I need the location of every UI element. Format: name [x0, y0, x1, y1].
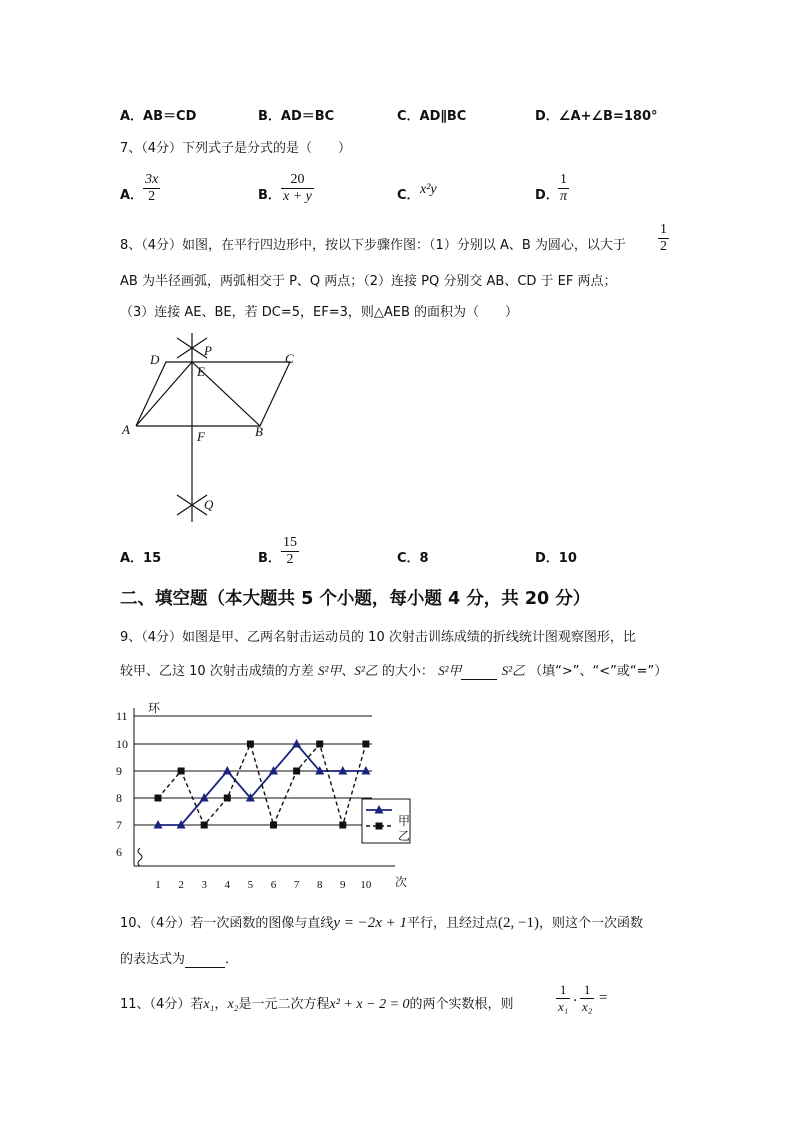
shooting-score-line-chart	[110, 698, 420, 898]
point-yi-4	[224, 795, 231, 802]
answer-blank	[185, 952, 225, 968]
q8-option-b-label: B．	[258, 551, 281, 566]
fraction-numerator: 20	[290, 172, 305, 187]
fraction-denominator: 2	[660, 239, 667, 254]
q7-option-b-fraction	[281, 172, 314, 205]
segment-ae	[136, 362, 192, 426]
y-tick-label-8: 8	[116, 791, 122, 805]
fraction-numerator: 3x	[145, 172, 159, 187]
q6-option-b: B．AD＝BC	[258, 109, 335, 124]
fraction-denominator: 2	[143, 188, 160, 205]
point-yi-8	[316, 741, 323, 748]
q8-line-1: 8、（4分）如图，在平行四边形中，按以下步骤作图：（1）分别以 A、B 为圆心，以大于	[120, 238, 626, 253]
point-coordinates: (2, −1)	[498, 915, 539, 931]
label-p: P	[204, 343, 212, 358]
y-tick-label-9: 9	[116, 764, 122, 778]
q11-text-middle: 是一元二次方程	[238, 997, 330, 1012]
q9-line-1: 9、（4分）如图是甲、乙两名射击运动员的 10 次射击训练成绩的折线统计图观察图形，比	[120, 630, 636, 645]
q7-option-b-label: B．	[258, 188, 281, 203]
equals-sign: =	[599, 990, 608, 1006]
y-axis-label: 环	[148, 701, 161, 715]
q10-text-end: ，则这个一次函数	[538, 916, 643, 931]
q9-line-2-end: （填“>”、“<”或“=”）	[529, 664, 668, 679]
y-tick-label-6: 6	[116, 845, 122, 859]
q8-line-2: AB 为半径画弧，两弧相交于 P、Q 两点；（2）连接 PQ 分别交 AB、CD 于 EF 两点；	[120, 274, 617, 289]
legend-label-jia: 甲	[398, 814, 411, 828]
x-tick-label-9: 9	[340, 879, 346, 891]
parallelogram-outline	[136, 362, 290, 426]
q8-option-d: D．10	[535, 551, 577, 566]
label-b: B	[255, 424, 263, 439]
q10-line-2	[120, 948, 238, 968]
label-f: F	[197, 429, 205, 444]
fraction-denominator: 2	[281, 551, 299, 568]
label-e: E	[197, 364, 205, 379]
q6-option-c: C．AD∥BC	[397, 109, 467, 124]
variance-yi-2: S²乙	[501, 663, 526, 678]
point-yi-10	[362, 741, 369, 748]
q11-separator: ，	[214, 997, 228, 1012]
fraction-denominator: π	[560, 189, 568, 204]
q9-line-2-start: 较甲、乙这 10 次射击成绩的方差	[120, 664, 314, 679]
fraction-numerator: 15	[283, 535, 297, 550]
q7-option-c-expression: x²y	[420, 182, 437, 197]
answer-blank	[461, 664, 497, 680]
fraction-denominator: x₁	[558, 999, 569, 1014]
q9-line-2: 较甲、乙这 10 次射击成绩的方差 S²甲、S²乙 的大小： S²甲 S²乙 （填“>”、“<”或“=”）	[120, 663, 668, 679]
x-axis-label: 次	[395, 875, 408, 889]
x-tick-label-6: 6	[270, 879, 277, 891]
point-yi-6	[270, 822, 277, 829]
legend-label-yi: 乙	[398, 829, 411, 843]
q10-line-1	[120, 912, 643, 932]
q11-text-start: 11、（4分）若	[120, 997, 204, 1012]
x-tick-label-7: 7	[293, 879, 300, 891]
q9-line-2-middle: 的大小：	[381, 664, 434, 679]
quadratic-equation: x² + x − 2 = 0	[329, 997, 410, 1012]
label-c: C	[285, 351, 294, 366]
point-yi-9	[339, 822, 346, 829]
q8-line-3: （3）连接 AE、BE，若 DC=5，EF=3，则△AEB 的面积为（ ）	[120, 305, 519, 320]
fraction-numerator: 1	[560, 172, 567, 187]
point-yi-7	[293, 768, 300, 775]
q8-option-c: C．8	[397, 551, 429, 566]
series-line-jia	[158, 744, 366, 825]
label-a: A	[122, 422, 130, 437]
x-tick-label-1: 1	[155, 879, 161, 891]
point-yi-5	[247, 741, 254, 748]
root-x1: x₁	[203, 997, 215, 1012]
y-tick-label-10: 10	[116, 737, 128, 751]
q10-line-2-end: ．	[225, 952, 239, 967]
point-yi-2	[178, 768, 185, 775]
section-heading: 二、填空题（本大题共 5 个小题，每小题 4 分，共 20 分）	[120, 589, 591, 609]
y-tick-label-7: 7	[116, 818, 122, 832]
multiply-dot: ·	[573, 993, 578, 1009]
q7-option-c-label: C．	[397, 188, 420, 203]
q6-option-d: D．∠A+∠B=180°	[535, 109, 658, 124]
point-yi-3	[201, 822, 208, 829]
fraction-one-over-x2	[580, 982, 594, 1015]
q7-option-a-label: A．	[120, 188, 144, 203]
q8-half-fraction	[658, 222, 669, 255]
point-yi-1	[155, 795, 162, 802]
line-equation: y = −2x + 1	[333, 915, 408, 931]
fraction-one-over-x1	[556, 982, 570, 1015]
fraction-numerator: 1	[660, 222, 667, 237]
q10-text-middle: 平行，且经过点	[407, 916, 499, 931]
q11-line	[120, 993, 514, 1013]
x-tick-label-10: 10	[360, 879, 372, 891]
label-q: Q	[204, 497, 214, 512]
fraction-denominator: x + y	[283, 189, 312, 204]
q10-text-start: 10、（4分）若一次函数的图像与直线	[120, 916, 334, 931]
q10-line-2-text: 的表达式为	[120, 952, 186, 967]
x-tick-label-2: 2	[178, 879, 184, 891]
point-jia-7	[292, 739, 301, 748]
q7-stem: 7、（4分）下列式子是分式的是（ ）	[120, 141, 352, 156]
legend-marker-yi	[376, 823, 383, 830]
y-tick-label-11: 11	[116, 709, 128, 723]
x-tick-label-5: 5	[247, 879, 254, 891]
x-tick-label-4: 4	[224, 879, 231, 891]
q7-option-d-label: D．	[535, 188, 559, 203]
q8-option-a: A．15	[120, 551, 162, 566]
fraction-denominator: x₂	[582, 999, 593, 1014]
q7-option-a-fraction	[143, 172, 160, 205]
parallelogram-figure	[110, 325, 320, 530]
label-d: D	[150, 352, 160, 367]
fraction-numerator: 1	[583, 982, 591, 997]
q6-option-a: A．AB＝CD	[120, 109, 197, 124]
variance-jia: S²甲	[317, 663, 342, 678]
fraction-numerator: 1	[559, 982, 567, 997]
variance-jia-2: S²甲	[438, 663, 462, 678]
axis-break-mark	[138, 848, 142, 866]
q11-text-end: 的两个实数根，则	[409, 997, 514, 1012]
x-tick-label-8: 8	[316, 879, 323, 891]
q8-option-b-fraction	[281, 535, 299, 568]
root-x2: x₂	[227, 997, 239, 1012]
x-tick-label-3: 3	[201, 879, 207, 891]
point-jia-4	[223, 766, 232, 775]
variance-yi: S²乙	[354, 663, 378, 678]
q7-option-d-fraction	[558, 172, 569, 205]
